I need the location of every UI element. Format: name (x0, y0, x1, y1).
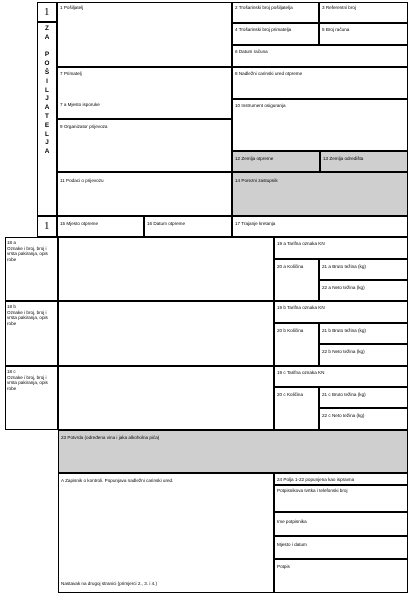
continued-note-label: Nastavak na drugoj stranici (primjerci 2., 3. i 4.) (61, 581, 157, 586)
gross-weight-field-b[interactable] (319, 323, 408, 344)
consignee-excise-label: 4 Trošarinski broj primatelja (235, 27, 292, 32)
consignee-field[interactable] (57, 67, 232, 119)
quantity-field-c[interactable] (274, 387, 319, 430)
goods-desc-area-b[interactable] (58, 301, 274, 366)
net-weight-label-a: 22 a Neto težina (kg) (322, 285, 365, 290)
competent-office-label: 8 Nadležni carinski ured otpreme (235, 71, 303, 76)
guarantee-label: 10 Instrument osiguranja (235, 103, 286, 108)
net-weight-label-b: 22 b Neto težina (kg) (322, 349, 365, 354)
sender-vertical-strip (37, 22, 57, 216)
copy-number-box-top (37, 2, 57, 22)
signature-field[interactable] (274, 559, 408, 593)
sender-vertical-letter: Š (44, 68, 50, 76)
sender-vertical-letter: T (45, 112, 49, 120)
tariff-field-a[interactable] (274, 237, 408, 259)
net-weight-field-b[interactable] (319, 344, 408, 366)
dispatch-place-field[interactable] (57, 216, 144, 237)
transport-duration-field[interactable] (232, 216, 408, 237)
sender-vertical-letter: I (46, 77, 48, 85)
quantity-label-b: 20 b Količina (277, 328, 304, 333)
quantity-label-a: 20 a Količina (277, 264, 304, 269)
tariff-label-b: 19 b Tarifna oznaka KN (277, 305, 325, 310)
destination-country-label: 13 Zemlja odredišta (323, 156, 364, 161)
goods-desc-label-b: Oznake i broj, broj i vrsta pakiranja, opis robe (7, 310, 48, 326)
copy-number-top: 1 (44, 6, 50, 18)
tariff-label-c: 19 c Tarifna oznaka KN (277, 370, 325, 375)
goods-desc-field-c[interactable] (5, 366, 58, 430)
goods-desc-label-a: Oznake i broj, broj i vrsta pakiranja, opis robe (7, 246, 48, 262)
goods-desc-area-a[interactable] (58, 237, 274, 301)
consignee-label: 7 Primatelj (60, 71, 82, 76)
sender-label: 1 Pošiljatelj (60, 5, 84, 10)
sender-vertical-letter (42, 43, 52, 52)
sender-vertical-letter: P (44, 51, 50, 59)
gross-weight-label-b: 21 b Bruto težina (kg) (322, 328, 366, 333)
sender-field[interactable] (57, 2, 232, 67)
sender-vertical-letter: E (44, 121, 50, 129)
organizer-field[interactable] (57, 119, 232, 172)
reference-number-label: 3 Referentni broj (322, 5, 356, 10)
goods-row-label-b: 18 b (7, 304, 16, 309)
delivery-place-label: 7 a Mjesto isporuke (60, 102, 100, 107)
destination-country-field[interactable] (320, 151, 408, 172)
signature-label: Potpis (277, 564, 290, 569)
quantity-label-c: 20 c Količina (277, 392, 304, 397)
competent-office-field[interactable] (232, 67, 408, 99)
net-weight-field-a[interactable] (319, 280, 408, 301)
gross-weight-label-c: 21 c Bruto težina (kg) (322, 392, 366, 397)
invoice-date-field[interactable] (232, 45, 408, 67)
sender-excise-field[interactable] (232, 2, 319, 23)
certification-label: 23 Potvrda (određena vina i jaka alkoholna pića) (61, 435, 160, 440)
invoice-number-label: 5 Broj računa (322, 27, 350, 32)
sender-vertical-letter: J (45, 95, 49, 103)
dispatch-date-field[interactable] (144, 216, 232, 237)
signatory-name-field[interactable] (274, 512, 408, 536)
signatory-name-label: Ime potpisnika (277, 519, 307, 524)
control-record-label: A Zapisnik o kontroli. Popunjava nadležni carinski ured. (61, 478, 174, 483)
organizer-label: 9 Organizator prijevoza (60, 124, 108, 129)
guarantee-field[interactable] (232, 99, 408, 151)
sender-vertical-letter: A (44, 104, 50, 112)
gross-weight-field-a[interactable] (319, 259, 408, 280)
gross-weight-label-a: 21 a Bruto težina (kg) (322, 264, 366, 269)
dispatch-country-field[interactable] (232, 151, 320, 172)
sender-vertical-letter: A (44, 33, 50, 41)
tariff-field-c[interactable] (274, 366, 408, 387)
place-date-label: Mjesto i datum (277, 542, 307, 547)
place-date-field[interactable] (274, 536, 408, 559)
fields-checked-label: 24 Polja 1-22 popunjena kao ispravna (277, 477, 355, 482)
gross-weight-field-c[interactable] (319, 387, 408, 408)
consignee-excise-field[interactable] (232, 23, 319, 45)
dispatch-country-label: 12 Zemlja otpreme (235, 156, 274, 161)
dispatch-place-label: 15 Mjesto otpreme (60, 221, 99, 226)
signatory-company-field[interactable] (274, 485, 408, 512)
copy-number-box-bottom (37, 216, 57, 237)
sender-excise-label: 2 Trošarinski broj pošiljatelja (235, 5, 293, 10)
sender-vertical-letter: J (45, 139, 49, 147)
quantity-field-b[interactable] (274, 323, 319, 366)
invoice-date-label: 6 Datum računa (235, 49, 268, 54)
copy-number-bottom: 1 (44, 220, 50, 232)
net-weight-label-c: 22 c Neto težina (kg) (322, 413, 365, 418)
sender-vertical-letter: L (45, 130, 49, 138)
control-record-field[interactable] (58, 473, 274, 593)
net-weight-field-c[interactable] (319, 408, 408, 430)
reference-number-field[interactable] (319, 2, 408, 23)
tax-representative-field[interactable] (232, 172, 408, 216)
transport-details-field[interactable] (57, 172, 232, 216)
transport-duration-label: 17 Trajanje kretanja (235, 221, 276, 226)
sender-vertical-letter: L (45, 86, 49, 94)
invoice-number-field[interactable] (319, 23, 408, 45)
goods-desc-label-c: Oznake i broj, broj i vrsta pakiranja, opis robe (7, 375, 48, 391)
goods-desc-field-a[interactable] (5, 237, 58, 301)
tax-representative-label: 14 Porezni zastupnik (235, 178, 278, 183)
fields-checked-box (274, 473, 408, 485)
tariff-label-a: 19 a Tarifna oznaka KN (277, 241, 325, 246)
signatory-company-label: Potpisnikova tvrtka i telefonski broj (277, 488, 348, 493)
tariff-field-b[interactable] (274, 301, 408, 323)
goods-row-label-a: 18 a (7, 240, 16, 245)
goods-desc-field-b[interactable] (5, 301, 58, 366)
sender-vertical-letter: A (44, 148, 50, 156)
goods-desc-area-c[interactable] (58, 366, 274, 430)
sender-vertical-letter: O (44, 60, 50, 68)
goods-row-label-c: 18 c (7, 369, 16, 374)
transport-details-label: 11 Podaci o prijevozu (60, 178, 104, 183)
sender-vertical-letter: Z (45, 25, 49, 32)
sender-vertical-label (42, 25, 52, 157)
dispatch-date-label: 16 Datum otpreme (147, 221, 186, 226)
certification-field[interactable] (58, 430, 408, 473)
quantity-field-a[interactable] (274, 259, 319, 301)
